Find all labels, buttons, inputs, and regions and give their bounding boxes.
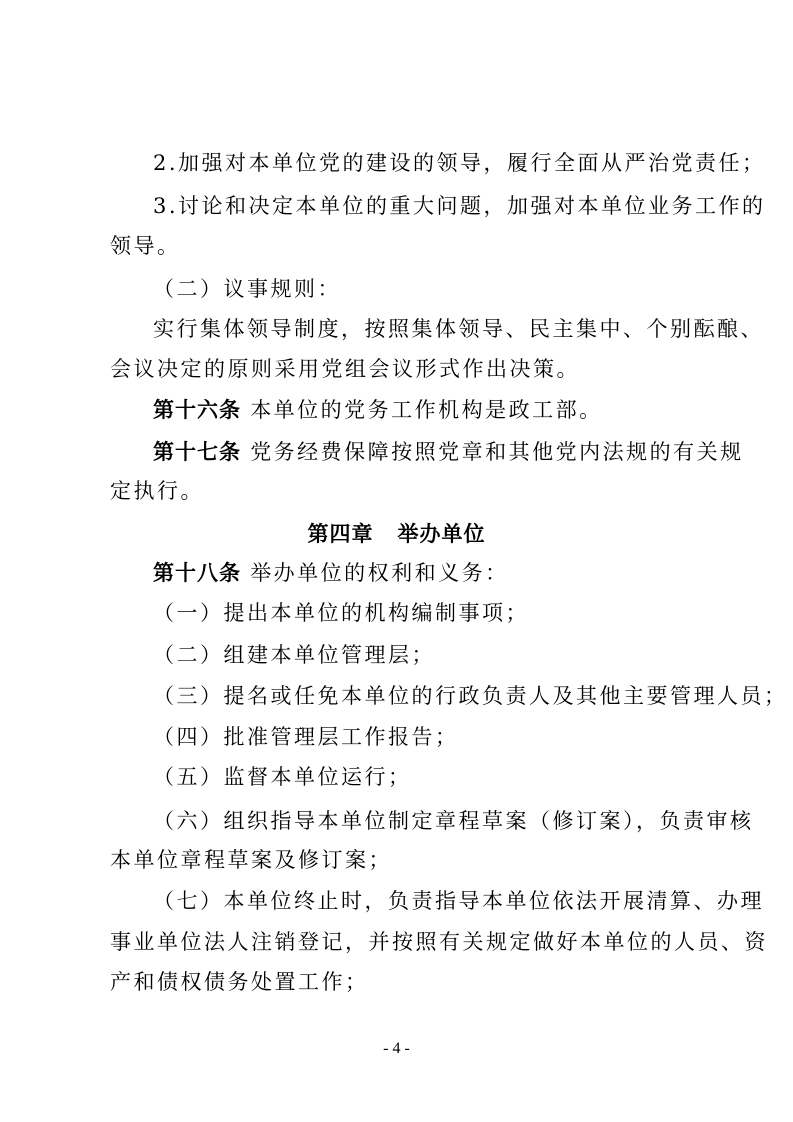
article-label: 第十六条	[153, 398, 241, 422]
article-text: 本单位的党务工作机构是政工部。	[250, 398, 603, 422]
article-label: 第十八条	[153, 561, 241, 585]
chapter-heading	[0, 518, 793, 548]
article-text: 举办单位的权利和义务：	[250, 561, 509, 585]
paragraph-line: 2.加强对本单位党的建设的领导，履行全面从严治党责任；	[153, 151, 766, 175]
chapter-title: 举办单位	[397, 522, 486, 546]
paragraph-line: 领导。	[110, 234, 181, 258]
list-item-continuation: 事业单位法人注销登记，并按照有关规定做好本单位的人员、资	[110, 930, 768, 954]
list-item: （二）组建本单位管理层；	[153, 643, 435, 667]
paragraph-line: 实行集体领导制度，按照集体领导、民主集中、个别酝酿、	[153, 317, 764, 341]
paragraph-line: 3.讨论和决定本单位的重大问题，加强对本单位业务工作的	[153, 194, 766, 218]
list-item: （三）提名或任免本单位的行政负责人及其他主要管理人员；	[153, 684, 788, 708]
paragraph-line: （二）议事规则：	[153, 277, 341, 301]
paragraph-line: 会议决定的原则采用党组会议形式作出决策。	[110, 357, 580, 381]
paragraph-line: 定执行。	[110, 479, 204, 503]
list-item: （六）组织指导本单位制定章程草案（修订案），负责审核	[153, 809, 754, 833]
page-number: - 4 -	[383, 1040, 410, 1057]
list-item: （七）本单位终止时，负责指导本单位依法开展清算、办理	[153, 889, 764, 913]
list-item-continuation: 本单位章程草案及修订案；	[110, 848, 392, 872]
article-17	[153, 432, 743, 473]
article-18	[153, 553, 743, 594]
list-item-continuation: 产和债权债务处置工作；	[110, 970, 369, 994]
list-item: （五）监督本单位运行；	[153, 765, 412, 789]
article-16	[153, 390, 743, 431]
article-text: 党务经费保障按照党章和其他党内法规的有关规	[250, 440, 744, 464]
list-item: （四）批准管理层工作报告；	[153, 725, 459, 749]
article-label: 第十七条	[153, 440, 241, 464]
chapter-number: 第四章	[307, 522, 374, 546]
list-item: （一）提出本单位的机构编制事项；	[153, 601, 529, 625]
